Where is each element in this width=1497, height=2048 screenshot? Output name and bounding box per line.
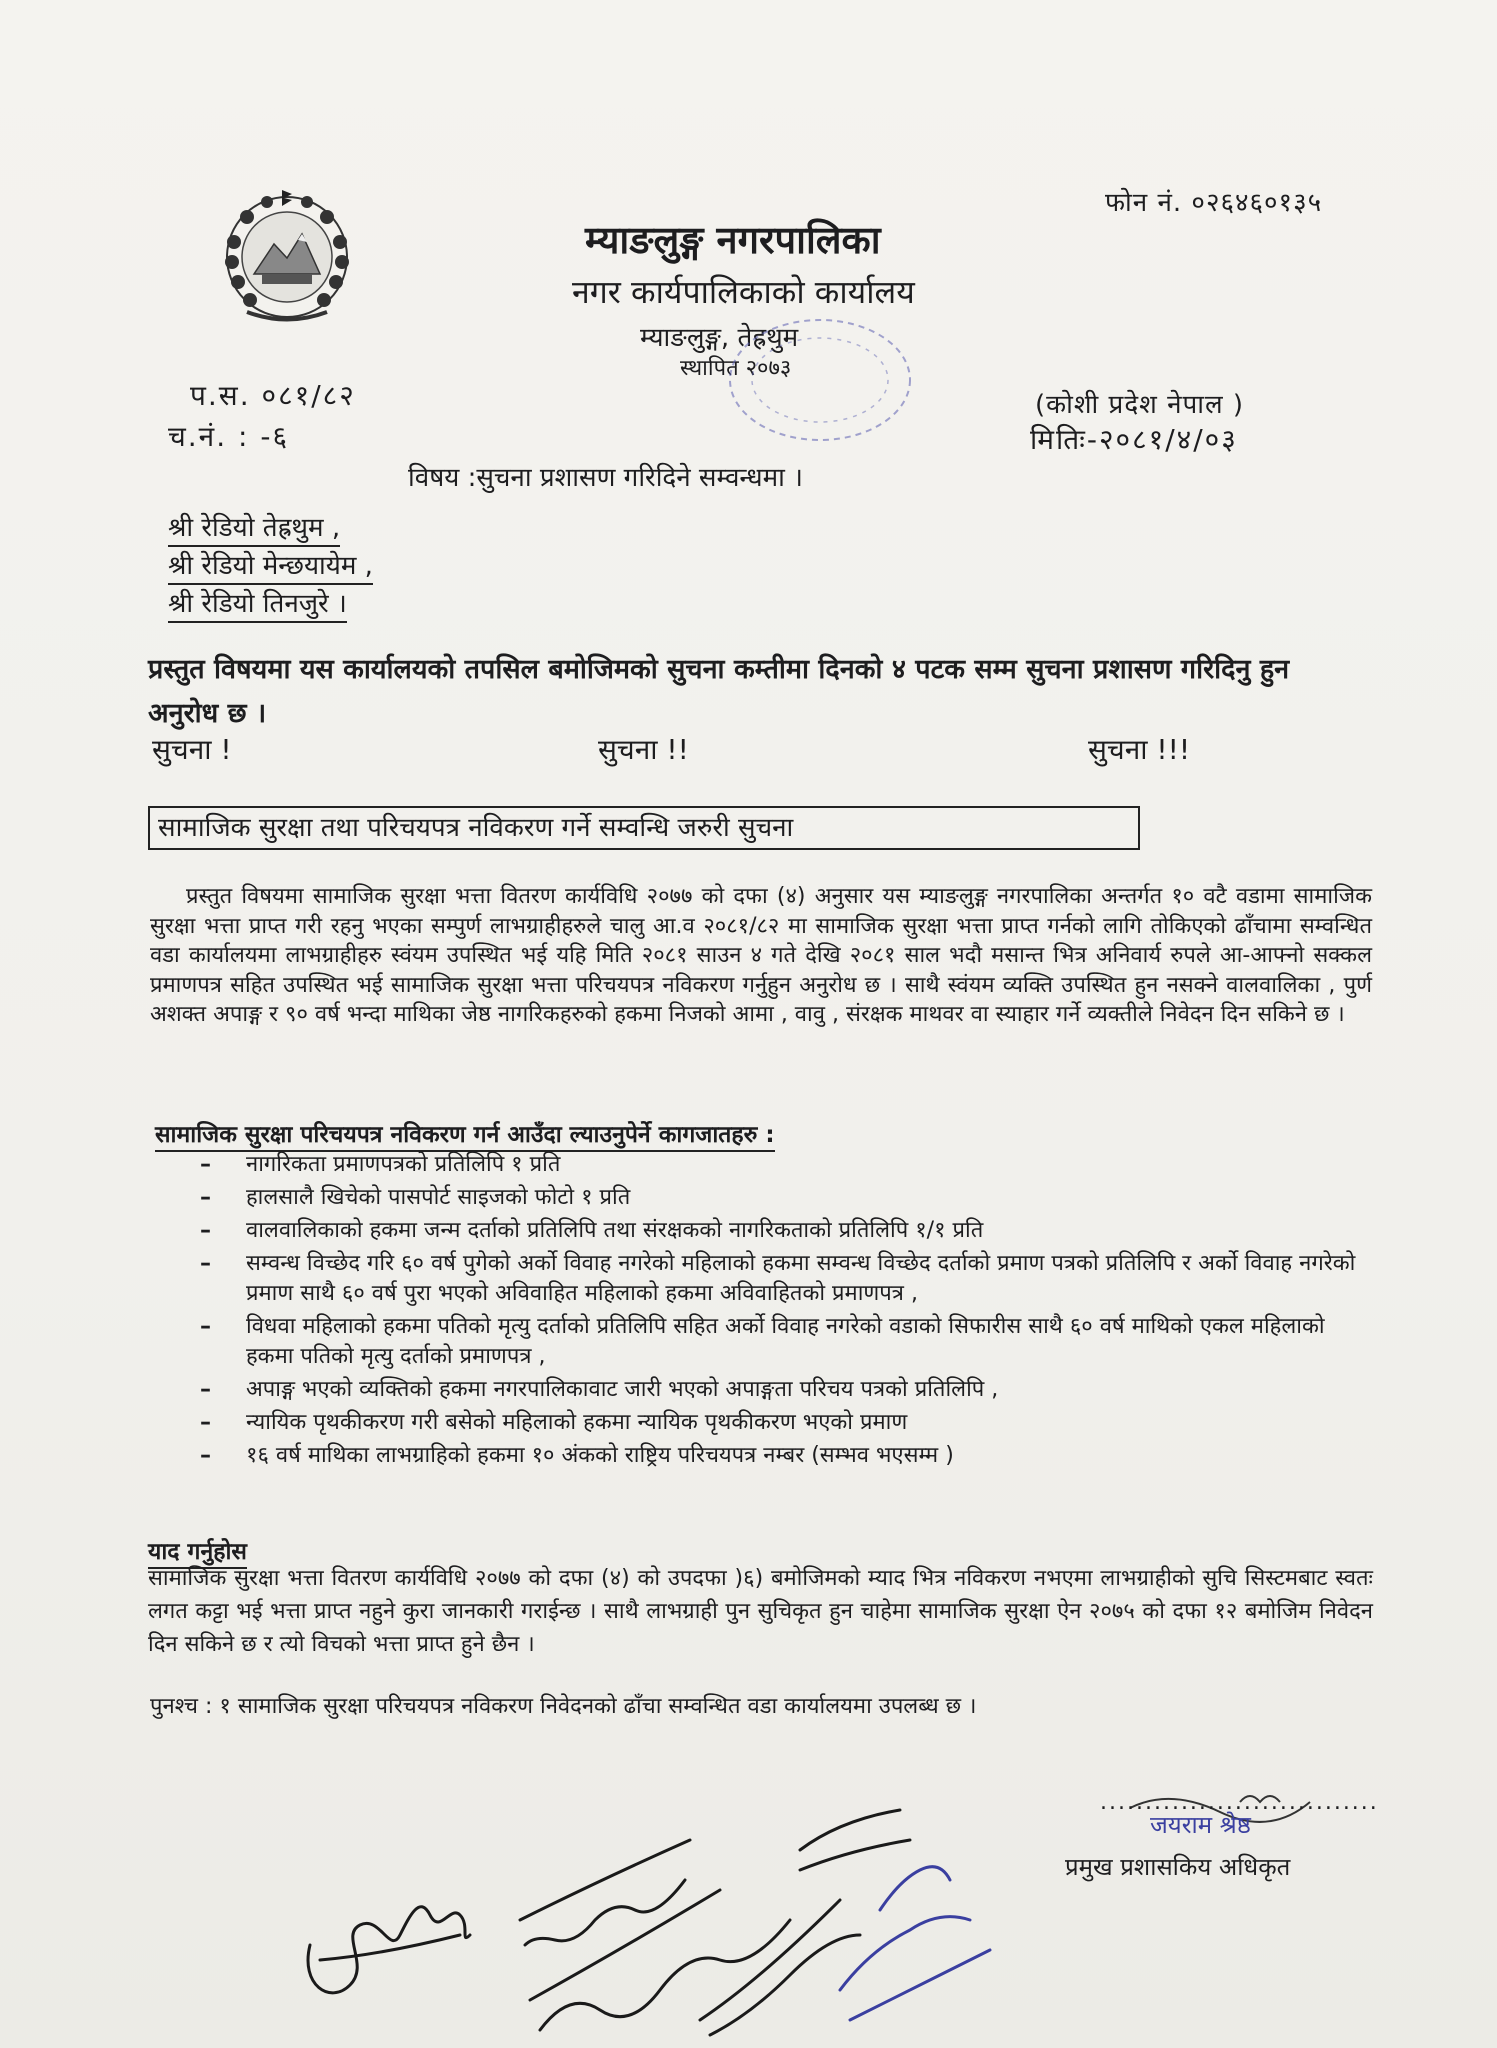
- remember-paragraph: सामाजिक सुरक्षा भत्ता वितरण कार्यविधि २०७७ को दफा (४) को उपदफा )६) बमोजिमको म्याद भित्र नविकरण नभएमा लाभग्राहीको सुचि सिस्टमबाट स्वतः लगत कट्टा भई भत्ता प्राप्त नहुने कुरा जानकारी गराईन्छ । साथै लाभग्राही पुन सुचिकृत हुन चाहेमा सामाजिक सुरक्षा ऐन २०७५ को दफा १२ बमोजिम निवेदन दिन सकिने छ र त्यो विचको भत्ता प्राप्त हुने छैन ।: [148, 1566, 1373, 1657]
- notice-label-3: सुचना !!!: [1088, 733, 1191, 766]
- signatory-title: प्रमुख प्रशासकिय अधिकृत: [1065, 1853, 1291, 1881]
- list-item: – १६ वर्ष माथिका लाभग्राहिको हकमा १० अंकको राष्ट्रिय परिचयपत्र नम्बर (सम्भव भएसम्म ): [200, 1441, 1370, 1471]
- remember-heading: याद गर्नुहोस: [148, 1534, 247, 1566]
- addressee-1: श्री रेडियो तेह्रथुम ,: [168, 508, 340, 544]
- notice-label-2: सुचना !!: [598, 733, 689, 766]
- signatory-name: जयराम श्रेष्ठ: [1150, 1811, 1251, 1839]
- documents-heading: सामाजिक सुरक्षा परिचयपत्र नविकरण गर्न आउँदा ल्याउनुपेर्ने कागजातहरु :: [155, 1117, 775, 1149]
- list-item: – विधवा महिलाको हकमा पतिको मृत्यु दर्ताको प्रतिलिपि सहित अर्को विवाह नगरेको वडाको सिफारीस साथै ६० वर्ष माथिको एकल महिलाको हकमा पतिको मृत्यु दर्ताको प्रमाणपत्र ,: [200, 1312, 1370, 1372]
- nepal-emblem-icon: [212, 182, 362, 332]
- letter-date: मितिः-२०८१/४/०३: [1030, 423, 1238, 456]
- documents-list: [200, 1150, 1370, 1474]
- body-paragraph: प्रस्तुत विषयमा सामाजिक सुरक्षा भत्ता वितरण कार्यविधि २०७७ को दफा (४) अनुसार यस म्याङलुङ्ग नगरपालिका अन्तर्गत १० वटै वडामा सामाजिक सुरक्षा भत्ता प्राप्त गरी रहनु भएका सम्पुर्ण लाभग्राहीहरुले चालु आ.व २०८१/८२ मा सामाजिक सुरक्षा भत्ता प्राप्त गर्नको लागि तोकिएको ढाँचामा सम्वन्धित वडा कार्यालयमा लाभग्राहीहरु स्वंयम उपस्थित भई यहि मिति २०८१ साउन ४ गते देखि २०८१ साल भदौ मसान्त भित्र अनिवार्य रुपले आ-आफ्नो सक्कल प्रमाणपत्र सहित उपस्थित भई सामाजिक सुरक्षा भत्ता परिचयपत्र नविकरण गर्नुहुन अनुरोध छ । साथै स्वंयम व्यक्ति उपस्थित हुन नसक्ने वालवालिका , पुर्ण अशक्त अपाङ्ग र ९० वर्ष भन्दा माथिका जेष्ठ नागरिकहरुको हकमा निजको आमा , वावु , संरक्षक माथवर वा स्याहार गर्ने व्यक्तीले निवेदन दिन सकिने छ ।: [150, 884, 1372, 1027]
- organization-name: म्याङलुङ्ग नगरपालिका: [585, 218, 881, 262]
- dispatch-number: च.नं. : -६: [168, 420, 290, 453]
- letter-subject: विषय :सुचना प्रशासण गरिदिने सम्वन्धमा ।: [408, 463, 803, 493]
- request-text: प्रस्तुत विषयमा यस कार्यालयको तपसिल बमोजिमको सुचना कम्तीमा दिनको ४ पटक सम्म सुचना प्रशासण गरिदिनु हुन अनुरोध छ ।: [148, 654, 1290, 729]
- postscript: पुनश्च : १ सामाजिक सुरक्षा परिचयपत्र नविकरण निवेदनको ढाँचा सम्वन्धित वडा कार्यालयमा उपलब्ध छ ।: [150, 1694, 977, 1719]
- phone-number: फोन नं. ०२६४६०१३५: [1105, 188, 1323, 218]
- reference-number: प.स. ०८१/८२: [190, 379, 356, 412]
- list-item: – नागरिकता प्रमाणपत्रको प्रतिलिपि १ प्रति: [200, 1150, 1370, 1180]
- office-name: नगर कार्यपालिकाको कार्यालय: [572, 273, 915, 311]
- notice-label-1: सुचना !: [152, 733, 232, 766]
- signature-line: ...............................: [1100, 1790, 1379, 1815]
- list-item: – न्यायिक पृथकीकरण गरी बसेको महिलाको हकमा न्यायिक पृथकीकरण भएको प्रमाण: [200, 1408, 1370, 1438]
- handwritten-signatures-icon: [280, 1730, 1100, 2040]
- office-location: म्याङलुङ्ग, तेह्रथुम: [640, 323, 799, 353]
- addressee-3: श्री रेडियो तिनजुरे ।: [168, 584, 347, 620]
- province-label: (कोशी प्रदेश नेपाल ): [1035, 390, 1245, 420]
- office-stamp-icon: [700, 300, 930, 450]
- list-item: – अपाङ्ग भएको व्यक्तिको हकमा नगरपालिकावाट जारी भएको अपाङ्गता परिचय पत्रको प्रतिलिपि ,: [200, 1375, 1370, 1405]
- established-year: स्थापित २०७३: [680, 356, 792, 381]
- notice-title-box: सामाजिक सुरक्षा तथा परिचयपत्र नविकरण गर्ने सम्वन्धि जरुरी सुचना: [148, 806, 1140, 850]
- list-item: – हालसालै खिचेको पासपोर्ट साइजको फोटो १ प्रति: [200, 1183, 1370, 1213]
- list-item: – सम्वन्ध विच्छेद गरि ६० वर्ष पुगेको अर्को विवाह नगरेको महिलाको हकमा सम्वन्ध विच्छेद दर्ताको प्रमाण पत्रको प्रतिलिपि र अर्को विवाह नगरेको प्रमाण साथै ६० वर्ष पुरा भएको अविवाहित महिलाको हकमा अविवाहितको प्रमाणपत्र ,: [200, 1249, 1370, 1309]
- addressee-2: श्री रेडियो मेन्छयायेम ,: [168, 546, 373, 582]
- list-item: – वालवालिकाको हकमा जन्म दर्ताको प्रतिलिपि तथा संरक्षकको नागरिकताको प्रतिलिपि १/१ प्रति: [200, 1216, 1370, 1246]
